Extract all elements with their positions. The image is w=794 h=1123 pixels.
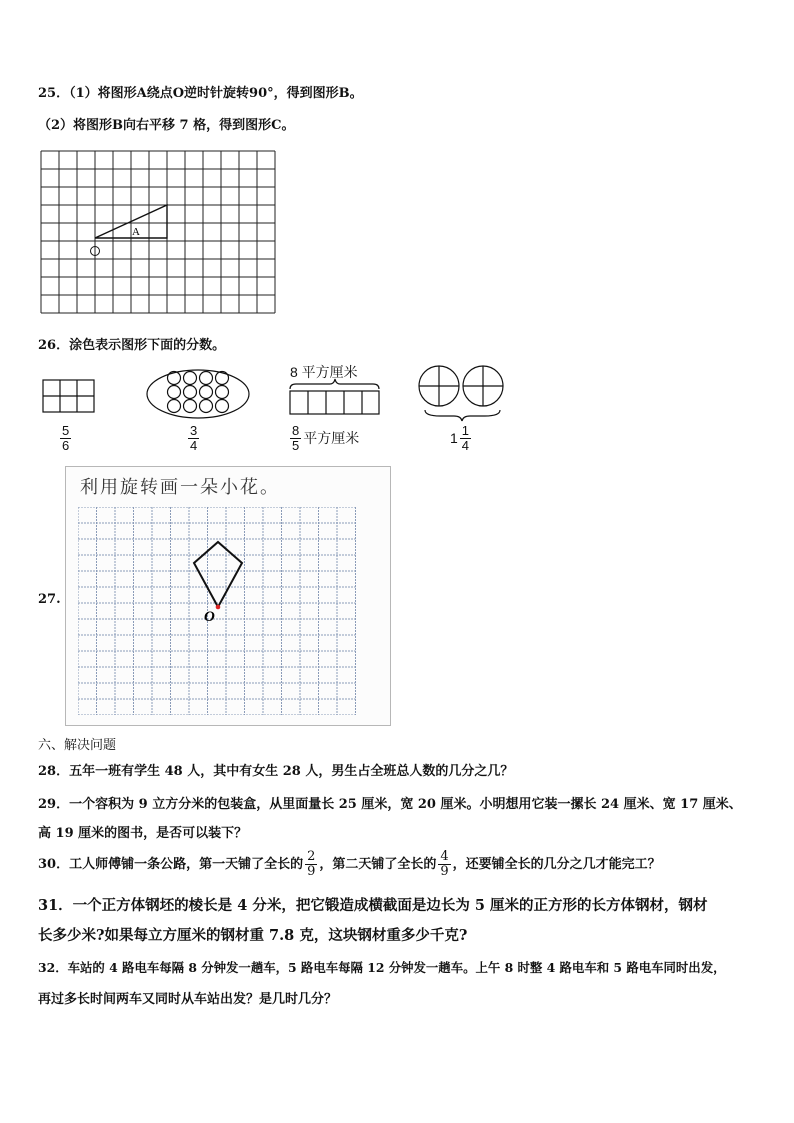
q31-line1: 31．一个正方体钢坯的棱长是 4 分米，把它锻造成横截面是边长为 5 厘米的正方形的长方体钢材，钢材 [38,897,708,914]
q27-image-frame [65,466,391,726]
kite-shape [194,542,242,607]
frac-label-3: $\frac{8}{5}$ 平方厘米 [292,423,360,453]
q28: 28．五年一班有学生 48 人，其中有女生 28 人，男生占全班总人数的几分之几？ [38,764,514,779]
q27-title: 利用旋转画一朵小花。 [80,477,280,498]
two-circles-figure [419,366,503,421]
q26-figures [30,358,530,422]
q29-line1: 29．一个容积为 9 立方分米的包装盒，从里面量长 25 厘米，宽 20 厘米。小明想用它装一摞长 24 厘米、宽 17 厘米、 [38,797,742,812]
shape-a-label: A [132,226,140,238]
q32-line1: 32．车站的 4 路电车每隔 8 分钟发一趟车，5 路电车每隔 12 分钟发一趟车。上午 8 时整 4 路电车和 5 路电车同时出发， [38,960,726,975]
strip-figure [290,379,379,414]
q26-title: 26．涂色表示图形下面的分数。 [38,338,226,353]
ellipse-circles-figure [147,370,249,418]
frac-label-2: $\frac{3}{4}$ [190,423,198,453]
q30: 30．工人师傅铺一条公路，第一天铺了全长的 $\frac{2}{9}$ ，第二天铺了全长的 $\frac{4}{9}$ ，还要铺全长的几分之几才能完工？ [38,849,661,879]
frac-label-4: 1 $\frac{1}{4}$ [450,423,470,453]
frac-label-1: $\frac{5}{6}$ [62,423,70,453]
rect-grid-figure [43,380,94,412]
q29-line2: 高 19 厘米的图书，是否可以装下？ [38,826,248,841]
section-title: 六、解决问题 [38,738,117,753]
q27-grid [78,507,358,715]
q27-point-label: O [204,609,215,625]
q25-grid-figure [40,150,276,314]
q31-line2: 长多少米?如果每立方厘米的钢材重 7.8 克，这块钢材重多少千克? [38,927,468,944]
strip-top-label: 8 平方厘米 [290,364,358,380]
q25-line1: 25．（1）将图形A绕点O逆时针旋转90°，得到图形B。 [38,86,363,101]
q25-line2: （2）将图形B向右平移 7 格，得到图形C。 [38,118,295,133]
q27-point [216,605,221,610]
q32-line2: 再过多长时间两车又同时从车站出发？是几时几分？ [38,992,338,1007]
q27-number: 27. [38,592,61,607]
